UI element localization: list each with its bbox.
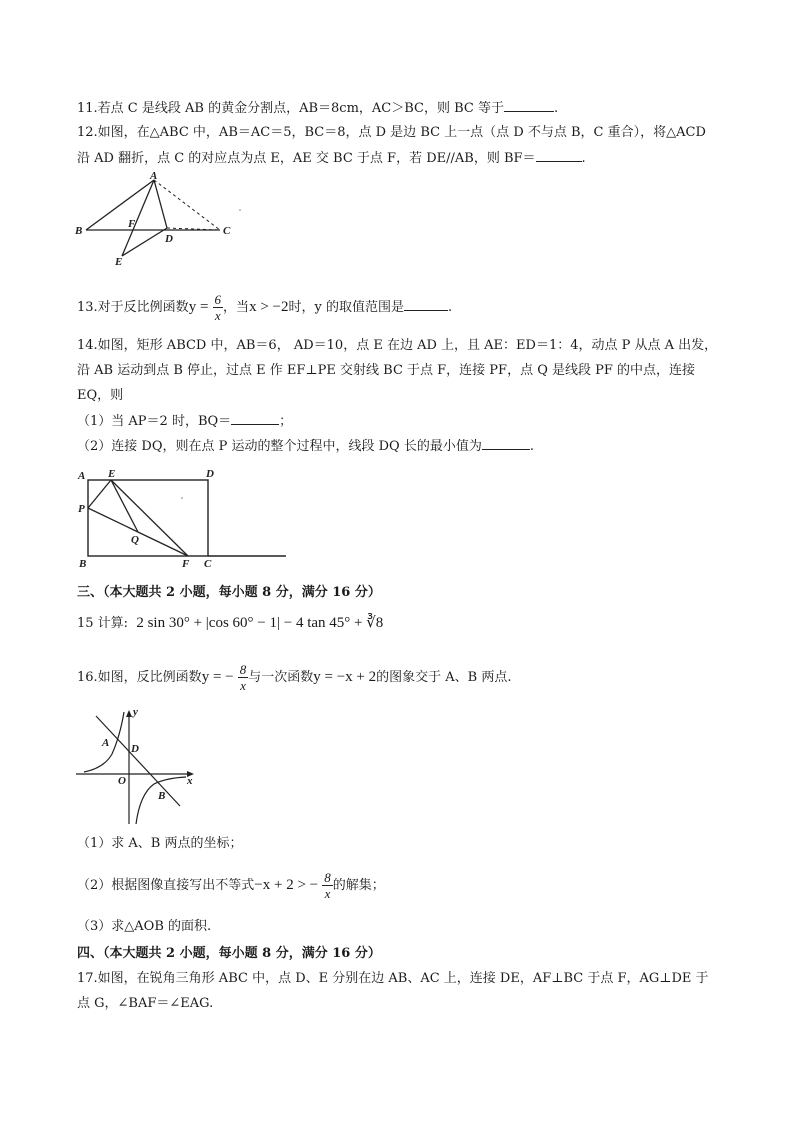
y-axis-arrow — [126, 710, 132, 717]
label-d: D — [165, 233, 173, 245]
q16-y-eq: y = − — [201, 669, 234, 685]
label-y: y — [133, 706, 138, 718]
label-b: B — [158, 790, 166, 802]
q14-sub-2 — [77, 437, 534, 456]
q16-sub-2-num: 8 — [324, 870, 331, 885]
q13-pre: 13.对于反比例函数 — [77, 300, 189, 315]
q16-den: x — [240, 678, 246, 693]
q13-end: . — [447, 300, 453, 315]
q15-label: 15 计算: — [77, 616, 129, 631]
section-4-title: 四、（本大题共 2 小题，每小题 8 分，满分 16 分） — [77, 946, 381, 961]
q16-sub-2-math: −x + 2 > − — [254, 877, 319, 893]
label-f: F — [182, 558, 190, 570]
label-b: B — [79, 558, 87, 570]
label-a: A — [78, 470, 86, 482]
q14-line-1: 14.如图，矩形 ABCD 中，AB＝6， AD＝10，点 E 在边 AD 上，且 AE：ED＝1：4，动点 P 从点 A 出发， — [77, 338, 718, 353]
q16-sub-2-pre: （2）根据图像直接写出不等式 — [77, 878, 255, 893]
q12-figure — [70, 170, 250, 270]
answer-blank — [404, 298, 448, 311]
q16-mid: 与一次函数 — [248, 670, 314, 685]
label-a: A — [150, 170, 158, 182]
answer-blank — [504, 99, 554, 112]
q16-post: 的图象交于 A、B 两点. — [376, 670, 512, 685]
label-d: D — [206, 468, 214, 480]
section-3-title: 三、（本大题共 2 小题，每小题 8 分，满分 16 分） — [77, 585, 381, 600]
label-c: C — [204, 558, 212, 570]
label-e: E — [108, 468, 116, 480]
label-a: A — [102, 737, 110, 749]
q12-line-2 — [77, 149, 586, 168]
label-c: C — [223, 225, 231, 237]
q15-expression: 2 sin 30° + |cos 60° − 1| − 4 tan 45° + ∛8 — [136, 615, 384, 631]
segment-ed — [122, 228, 167, 256]
stray-dot — [181, 497, 183, 499]
q13-line — [77, 290, 452, 325]
q17-line-2: 点 G，∠BAF＝∠EAG. — [77, 996, 214, 1011]
label-o: O — [118, 775, 126, 787]
segment-ac-dashed — [154, 180, 220, 230]
label-b: B — [75, 225, 83, 237]
q16-linear: y = −x + 2 — [313, 669, 377, 685]
segment-eq — [111, 480, 138, 532]
q14-line-3: EQ，则 — [77, 388, 124, 403]
q13-cond-math: x > −2 — [249, 299, 289, 315]
segment-ep — [88, 480, 111, 508]
q11-end: . — [554, 101, 559, 116]
label-d: D — [131, 743, 139, 755]
stray-dot — [239, 209, 241, 211]
q16-graph — [74, 706, 204, 826]
q16-num: 8 — [239, 662, 247, 677]
q13-den: x — [214, 308, 221, 323]
line-y-neg-x-plus-2 — [96, 716, 180, 806]
q16-sub-2-fraction — [322, 870, 333, 901]
answer-blank — [231, 412, 279, 425]
q12-end: . — [581, 151, 586, 166]
rectangle-abcd — [88, 480, 208, 556]
label-f: F — [128, 218, 136, 230]
q13-y-eq: y = — [188, 299, 209, 315]
q14-sub-2-text: （2）连接 DQ，则在点 P 运动的整个过程中，线段 DQ 长的最小值为 — [77, 439, 482, 454]
q13-post: 时，y 的取值范围是 — [288, 300, 404, 315]
q14-sub-1-text: （1）当 AP＝2 时，BQ＝ — [77, 414, 232, 429]
segment-ad — [154, 180, 167, 228]
segment-ef — [111, 480, 188, 556]
answer-blank — [482, 437, 530, 450]
q16-sub-1: （1）求 A、B 两点的坐标； — [77, 836, 243, 851]
q13-num: 6 — [214, 292, 222, 307]
q14-sub-1-end: ； — [279, 414, 293, 429]
q13-fraction — [213, 292, 224, 323]
q14-sub-2-end: . — [529, 439, 534, 454]
q16-sub-2 — [77, 868, 385, 903]
q12-line-1: 12.如图，在△ABC 中，AB＝AC＝5，BC＝8，点 D 是边 BC 上一点（点 D 不与点 B，C 重合），将△ACD — [77, 125, 706, 140]
q11-text: 11.若点 C 是线段 AB 的黄金分割点，AB＝8cm，AC＞BC，则 BC 等于 — [77, 101, 504, 116]
label-e: E — [115, 256, 123, 268]
answer-blank — [536, 149, 582, 162]
q17-line-1: 17.如图，在锐角三角形 ABC 中，点 D、E 分别在边 AB、AC 上，连接 DE，AF⊥BC 于点 F，AG⊥DE 于 — [77, 971, 709, 986]
q16-sub-3: （3）求△AOB 的面积. — [77, 919, 212, 934]
q16-sub-2-den: x — [324, 886, 331, 901]
q15-line — [77, 614, 383, 633]
q16-pre: 16.如图，反比例函数 — [77, 670, 202, 685]
q14-sub-1 — [77, 412, 292, 431]
q16-sub-2-post: 的解集； — [332, 878, 385, 893]
q13-cond: ，当 — [223, 300, 250, 315]
label-x: x — [187, 775, 193, 787]
q16-line — [77, 660, 512, 695]
q14-line-2: 沿 AB 运动到点 B 停止，过点 E 作 EF⊥PE 交射线 BC 于点 F，连接 PF，点 Q 是线段 PF 的中点，连接 — [77, 363, 696, 378]
q11-line — [77, 99, 558, 118]
q16-fraction — [238, 662, 249, 693]
label-q: Q — [131, 534, 139, 546]
q14-figure — [74, 465, 294, 575]
q12-line-2-text: 沿 AD 翻折，点 C 的对应点为点 E，AE 交 BC 于点 F，若 DE//AB，则 BF＝ — [77, 151, 536, 166]
label-p: P — [78, 503, 85, 515]
